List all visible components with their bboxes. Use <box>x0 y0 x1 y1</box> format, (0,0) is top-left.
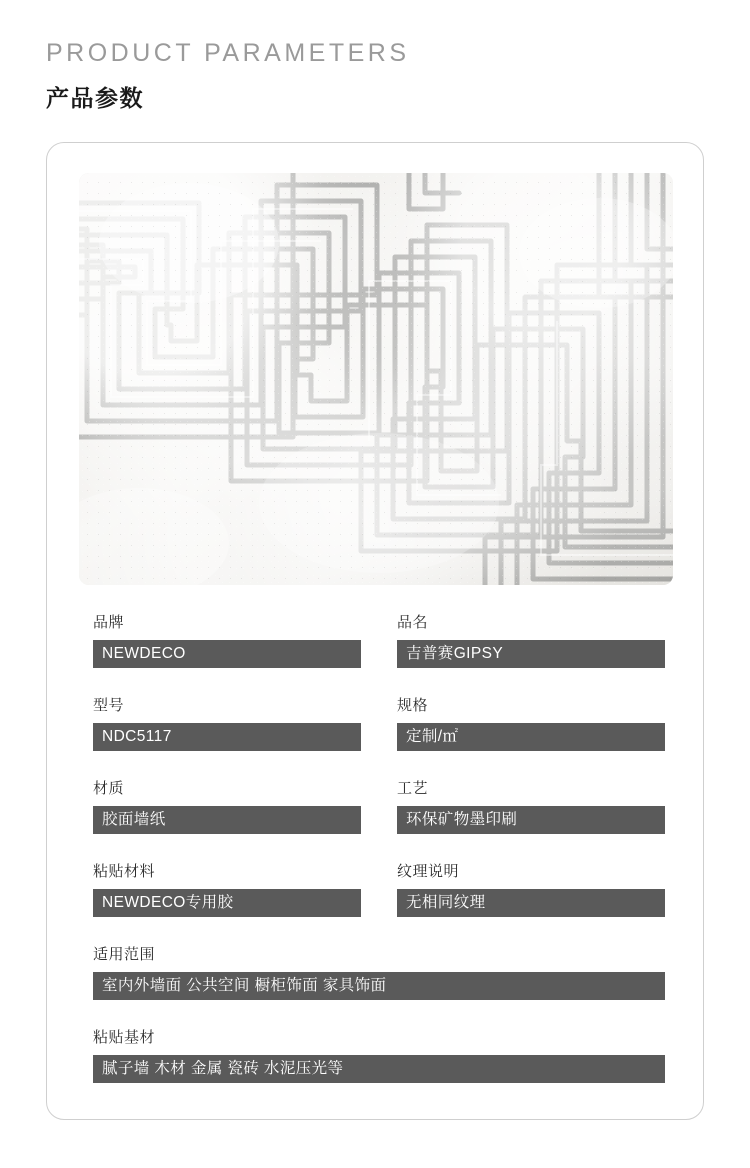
spec-label: 材质 <box>93 780 125 797</box>
spec-cell-product-name <box>397 611 665 668</box>
spec-value: 无相同纹理 <box>397 889 665 917</box>
spec-value: NEWDECO专用胶 <box>93 889 361 917</box>
spec-cell-adhesive <box>93 860 361 917</box>
product-image <box>79 173 673 585</box>
spec-label: 型号 <box>93 697 125 714</box>
spec-cell-substrate <box>93 1026 665 1083</box>
spec-value: 腻子墙 木材 金属 瓷砖 水泥压光等 <box>93 1055 665 1083</box>
spec-row <box>93 611 665 668</box>
spec-value: NEWDECO <box>93 640 361 668</box>
spec-cell-texture-note <box>397 860 665 917</box>
spec-label: 适用范围 <box>93 946 156 963</box>
spec-label: 品名 <box>397 614 429 631</box>
spec-value: 吉普赛GIPSY <box>397 640 665 668</box>
page-title-english: PRODUCT PARAMETERS <box>46 39 410 67</box>
spec-label: 粘贴基材 <box>93 1029 156 1046</box>
spec-cell-model <box>93 694 361 751</box>
maze-pattern-icon <box>79 173 673 585</box>
spec-cell-application-scope <box>93 943 665 1000</box>
product-parameters-card <box>46 142 704 1120</box>
spec-row <box>93 694 665 751</box>
spec-cell-craft <box>397 777 665 834</box>
spec-row <box>93 1026 665 1083</box>
spec-value: NDC5117 <box>93 723 361 751</box>
spec-row <box>93 860 665 917</box>
spec-label: 粘贴材料 <box>93 863 156 880</box>
spec-value: 定制/㎡ <box>397 723 665 751</box>
spec-label: 规格 <box>397 697 429 714</box>
spec-row <box>93 777 665 834</box>
spec-table <box>93 611 665 1109</box>
spec-label: 工艺 <box>397 780 429 797</box>
spec-row <box>93 943 665 1000</box>
spec-value: 环保矿物墨印刷 <box>397 806 665 834</box>
spec-label: 纹理说明 <box>397 863 460 880</box>
spec-value: 胶面墙纸 <box>93 806 361 834</box>
spec-cell-material <box>93 777 361 834</box>
spec-value: 室内外墙面 公共空间 橱柜饰面 家具饰面 <box>93 972 665 1000</box>
spec-label: 品牌 <box>93 614 125 631</box>
page-title-chinese: 产品参数 <box>46 85 144 111</box>
spec-cell-specification <box>397 694 665 751</box>
spec-cell-brand <box>93 611 361 668</box>
page-header <box>0 0 750 113</box>
